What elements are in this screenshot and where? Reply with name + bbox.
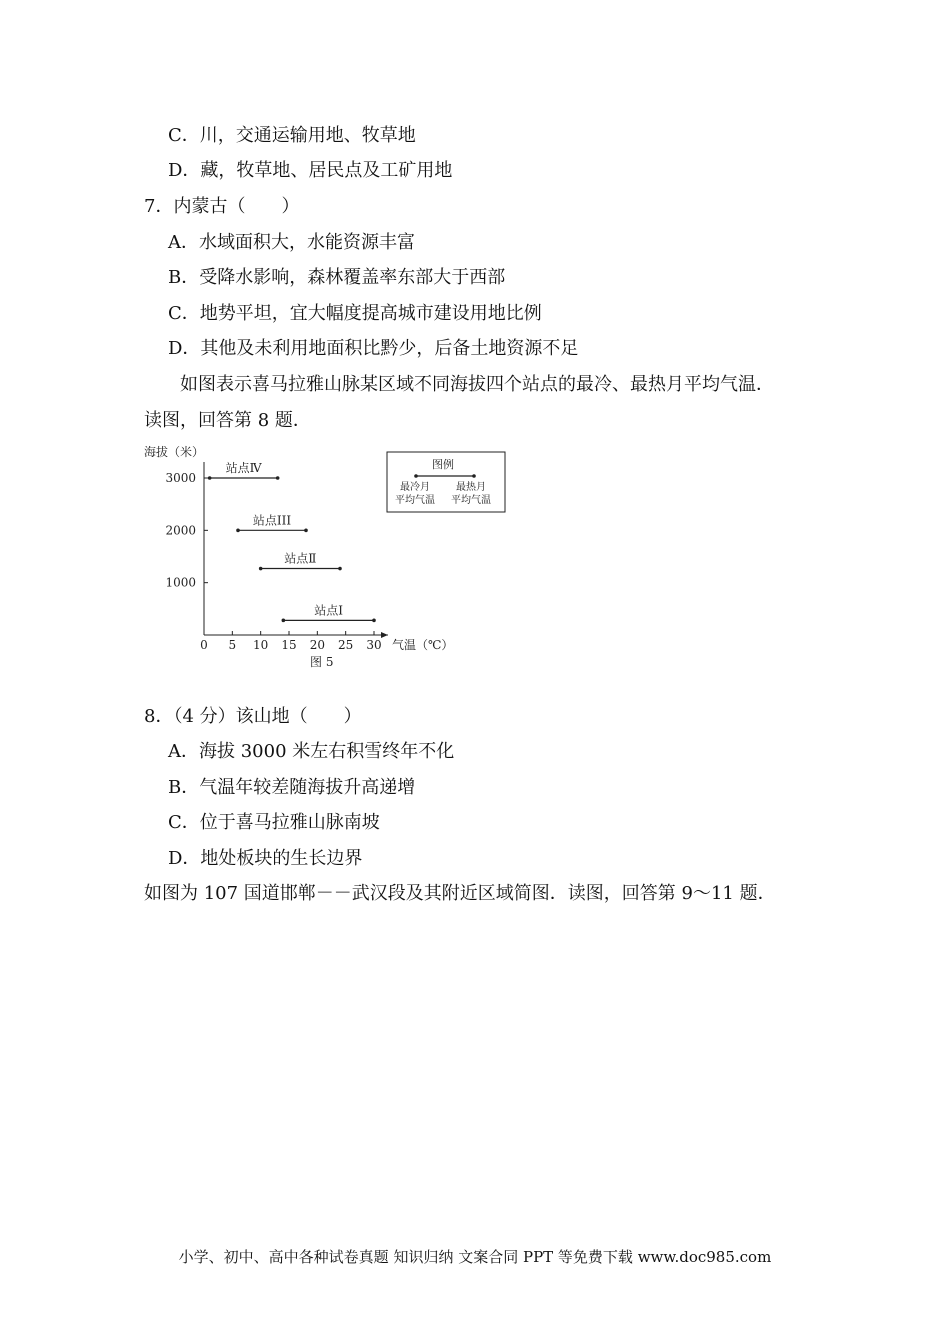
x-tick-label: 30 (366, 638, 382, 652)
q8-option-b: B．气温年较差随海拔升高递增 (168, 777, 416, 798)
station-label: 站点Ⅳ (225, 461, 262, 475)
chart-legend (387, 452, 505, 512)
legend-cold-label-1: 最冷月 (400, 482, 430, 493)
legend-title: 图例 (432, 458, 454, 471)
x-tick-label: 20 (309, 638, 325, 652)
station-hottest-point (338, 567, 342, 571)
page-footer: 小学、初中、高中各种试卷真题 知识归纳 文案合同 PPT 等免费下载 www.doc985.com (178, 1248, 772, 1266)
y-tick-label: 2000 (165, 523, 196, 538)
x-tick-label: 25 (338, 638, 354, 652)
station-coldest-point (282, 619, 286, 623)
x-tick-label: 0 (200, 638, 208, 652)
y-axis-label: 海拔（米） (144, 445, 205, 459)
q6-option-c: C．川，交通运输用地、牧草地 (168, 125, 416, 146)
x-tick-label: 5 (228, 638, 237, 652)
y-tick-label: 3000 (165, 471, 196, 485)
station-hottest-point (276, 476, 280, 480)
station-label: 站点Ⅰ (314, 603, 344, 618)
q7-option-b: B．受降水影响，森林覆盖率东部大于西部 (168, 267, 506, 288)
x-tick-label: 10 (253, 638, 269, 652)
legend-cold-point (414, 474, 418, 478)
q7-stem: 7．内蒙古（ ） (144, 196, 300, 217)
legend-hot-label-2: 平均气温 (451, 495, 491, 506)
legend-hot-label-1: 最热月 (456, 482, 486, 493)
station-label: 站点Ⅱ (284, 551, 317, 566)
legend-hot-point (472, 474, 476, 478)
q8-option-a: A．海拔 3000 米左右积雪终年不化 (168, 741, 455, 762)
intro-q8-line1: 如图表示喜马拉雅山脉某区域不同海拔四个站点的最冷、最热月平均气温． (180, 374, 774, 395)
q8-option-d: D．地处板块的生长边界 (168, 848, 363, 869)
q7-option-d: D．其他及未利用地面积比黔少，后备土地资源不足 (168, 338, 579, 359)
q7-option-a: A．水域面积大，水能资源丰富 (168, 232, 415, 253)
x-tick-label: 15 (281, 638, 297, 652)
station-coldest-point (208, 476, 212, 480)
intro-q8-line2: 读图，回答第 8 题． (144, 410, 311, 431)
station-hottest-point (304, 529, 308, 533)
station-hottest-point (372, 619, 376, 623)
legend-cold-label-2: 平均气温 (395, 495, 435, 506)
altitude-temperature-chart (140, 440, 520, 675)
station-coldest-point (236, 529, 240, 533)
station-label: 站点III (252, 513, 292, 528)
q8-stem: 8．（4 分）该山地（ ） (144, 706, 362, 727)
q6-option-d: D．藏，牧草地、居民点及工矿用地 (168, 160, 453, 181)
intro-q9-11: 如图为 107 国道邯郸－－武汉段及其附近区域简图．读图，回答第 9～11 题． (144, 883, 776, 904)
chart-title: 图 5 (310, 655, 334, 669)
station-coldest-point (259, 567, 263, 571)
x-axis-label: 气温（℃） (392, 638, 454, 652)
q7-option-c: C．地势平坦，宜大幅度提高城市建设用地比例 (168, 303, 542, 324)
y-tick-label: 1000 (165, 575, 196, 590)
q8-option-c: C．位于喜马拉雅山脉南坡 (168, 812, 380, 833)
